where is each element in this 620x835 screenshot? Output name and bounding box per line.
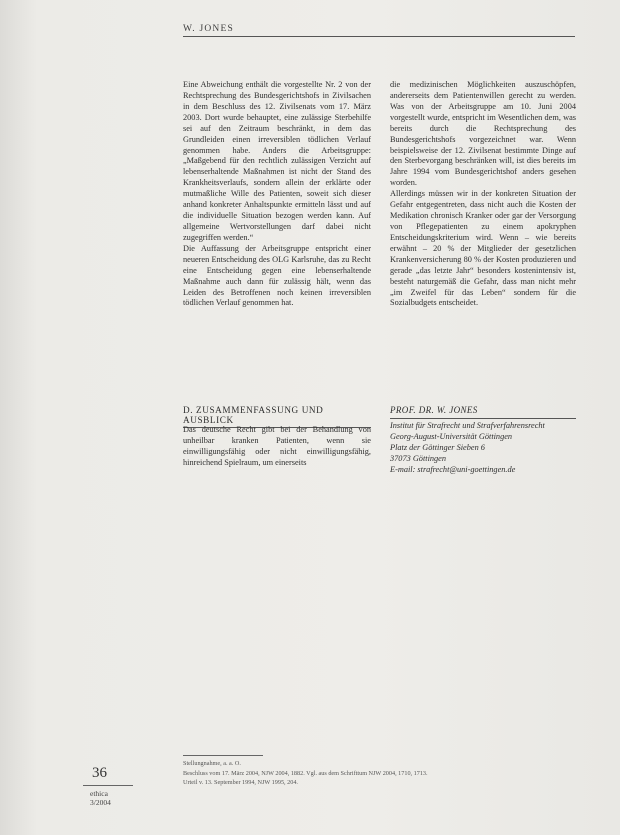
left-text-column — [183, 80, 371, 309]
right-text-column — [390, 80, 576, 309]
author-name: PROF. DR. W. JONES — [390, 405, 576, 419]
journal-info — [90, 789, 111, 807]
left-paragraph-1: Eine Abweichung enthält die vorgestellte Nr. 2 von der Rechtsprechung des Bundesgerichtshofs in Zivilsachen in dem Beschluss des 12. Zivilsenats vom 17. März 2003. Dort wurde behauptet, eine zulässige Sterbehilfe sei auf den Zeitraum beschränkt, in dem das Grundleiden einen irreversiblen tödlichen Verlauf genommen habe. Anders die Arbeitsgruppe: „Maßgebend für den rechtlich zulässigen Verzicht auf lebenserhaltende Maßnahmen ist nicht der Stand des Krankheitsverlaufs, sondern allein der erklärte oder mutmaßliche Wille des Patienten, soweit sich dieser anhand konkreter Anhaltspunkte ermitteln lässt und auf die individuelle Situation bezogen werden kann. Auf allgemeine Wertvorstellungen darf dabei nicht zugegriffen werden.“ — [183, 80, 371, 242]
author-line: Institut für Strafrecht und Strafverfahrensrecht — [390, 420, 545, 430]
author-info — [390, 405, 576, 475]
footnote-rule — [183, 755, 263, 756]
footnotes — [183, 755, 575, 788]
left-paragraph-2: Die Auffassung der Arbeitsgruppe entspricht einer neueren Entscheidung des OLG Karlsruhe, das zu Recht eine Entscheidung gegen eine lebenserhaltende Maßnahme auch dann für zulässig hält, wenn das Leiden des Betroffenen noch keinen irreversiblen tödlichen Verlauf genommen hat. — [183, 243, 371, 308]
footnote: Beschluss vom 17. März 2004, NJW 2004, 1882. Vgl. aus dem Schrifttum NJW 2004, 1710, 1713. — [183, 769, 428, 777]
running-head: W. JONES — [183, 24, 234, 34]
author-line: Georg-August-Universität Göttingen — [390, 431, 513, 441]
page-number-rule — [83, 785, 133, 786]
section-paragraph: Das deutsche Recht gibt bei der Behandlung von unheilbar kranken Patienten, wenn sie einwilligungsfähig oder nicht einwilligungsfähig, hinreichend Spielraum, um einerseits — [183, 425, 371, 467]
footnote: Urteil v. 13. September 1994, NJW 1995, 204. — [183, 779, 298, 787]
journal-name: ethica — [90, 789, 108, 798]
right-paragraph-1: die medizinischen Möglichkeiten auszuschöpfen, andererseits dem Patientenwillen gerecht zu werden. Was von der Arbeitsgruppe am 10. Juni 2004 vorgestellt wurde, entspricht im Wesentlichen dem, was bereits durch die Rechtsprechung des Bundesgerichtshofs vorgezeichnet war. Wenn beispielsweise der 12. Zivilsenat bestimmte Dinge auf den Sterbevorgang beschränken will, ist dies bereits im Jahre 1994 vom Bundesgerichtshof anders gesehen worden. — [390, 80, 576, 188]
footnote: Stellungnahme, a. a. O. — [183, 760, 241, 767]
author-line: 37073 Göttingen — [390, 453, 446, 463]
header-rule — [183, 36, 575, 37]
journal-issue: 3/2004 — [90, 798, 111, 807]
author-email: E-mail: strafrecht@uni-goettingen.de — [390, 464, 516, 474]
section-text — [183, 425, 371, 469]
right-paragraph-2: Allerdings müssen wir in der konkreten Situation der Gefahr entgegentreten, dass nicht auch die Kosten der Medikation chronisch Kranker oder gar der Versorgung von Pflegepatienten zu einem apokryphen Entscheidungskriterium wird. Wenn – wie bereits erwähnt – 20 % der Mitglieder der gesetzlichen Krankenversicherung 80 % der Kosten produzieren und gerade „das letzte Jahr“ besonders kostenintensiv ist, besteht naturgemäß die Gefahr, dass man nicht mehr „im Zweifel für das Leben“ sondern für die Sozialbudgets entscheidet. — [390, 189, 576, 308]
section-heading: D. ZUSAMMENFASSUNG UND AUSBLICK — [183, 405, 371, 428]
author-line: Platz der Göttinger Sieben 6 — [390, 442, 485, 452]
page-number: 36 — [92, 765, 107, 781]
